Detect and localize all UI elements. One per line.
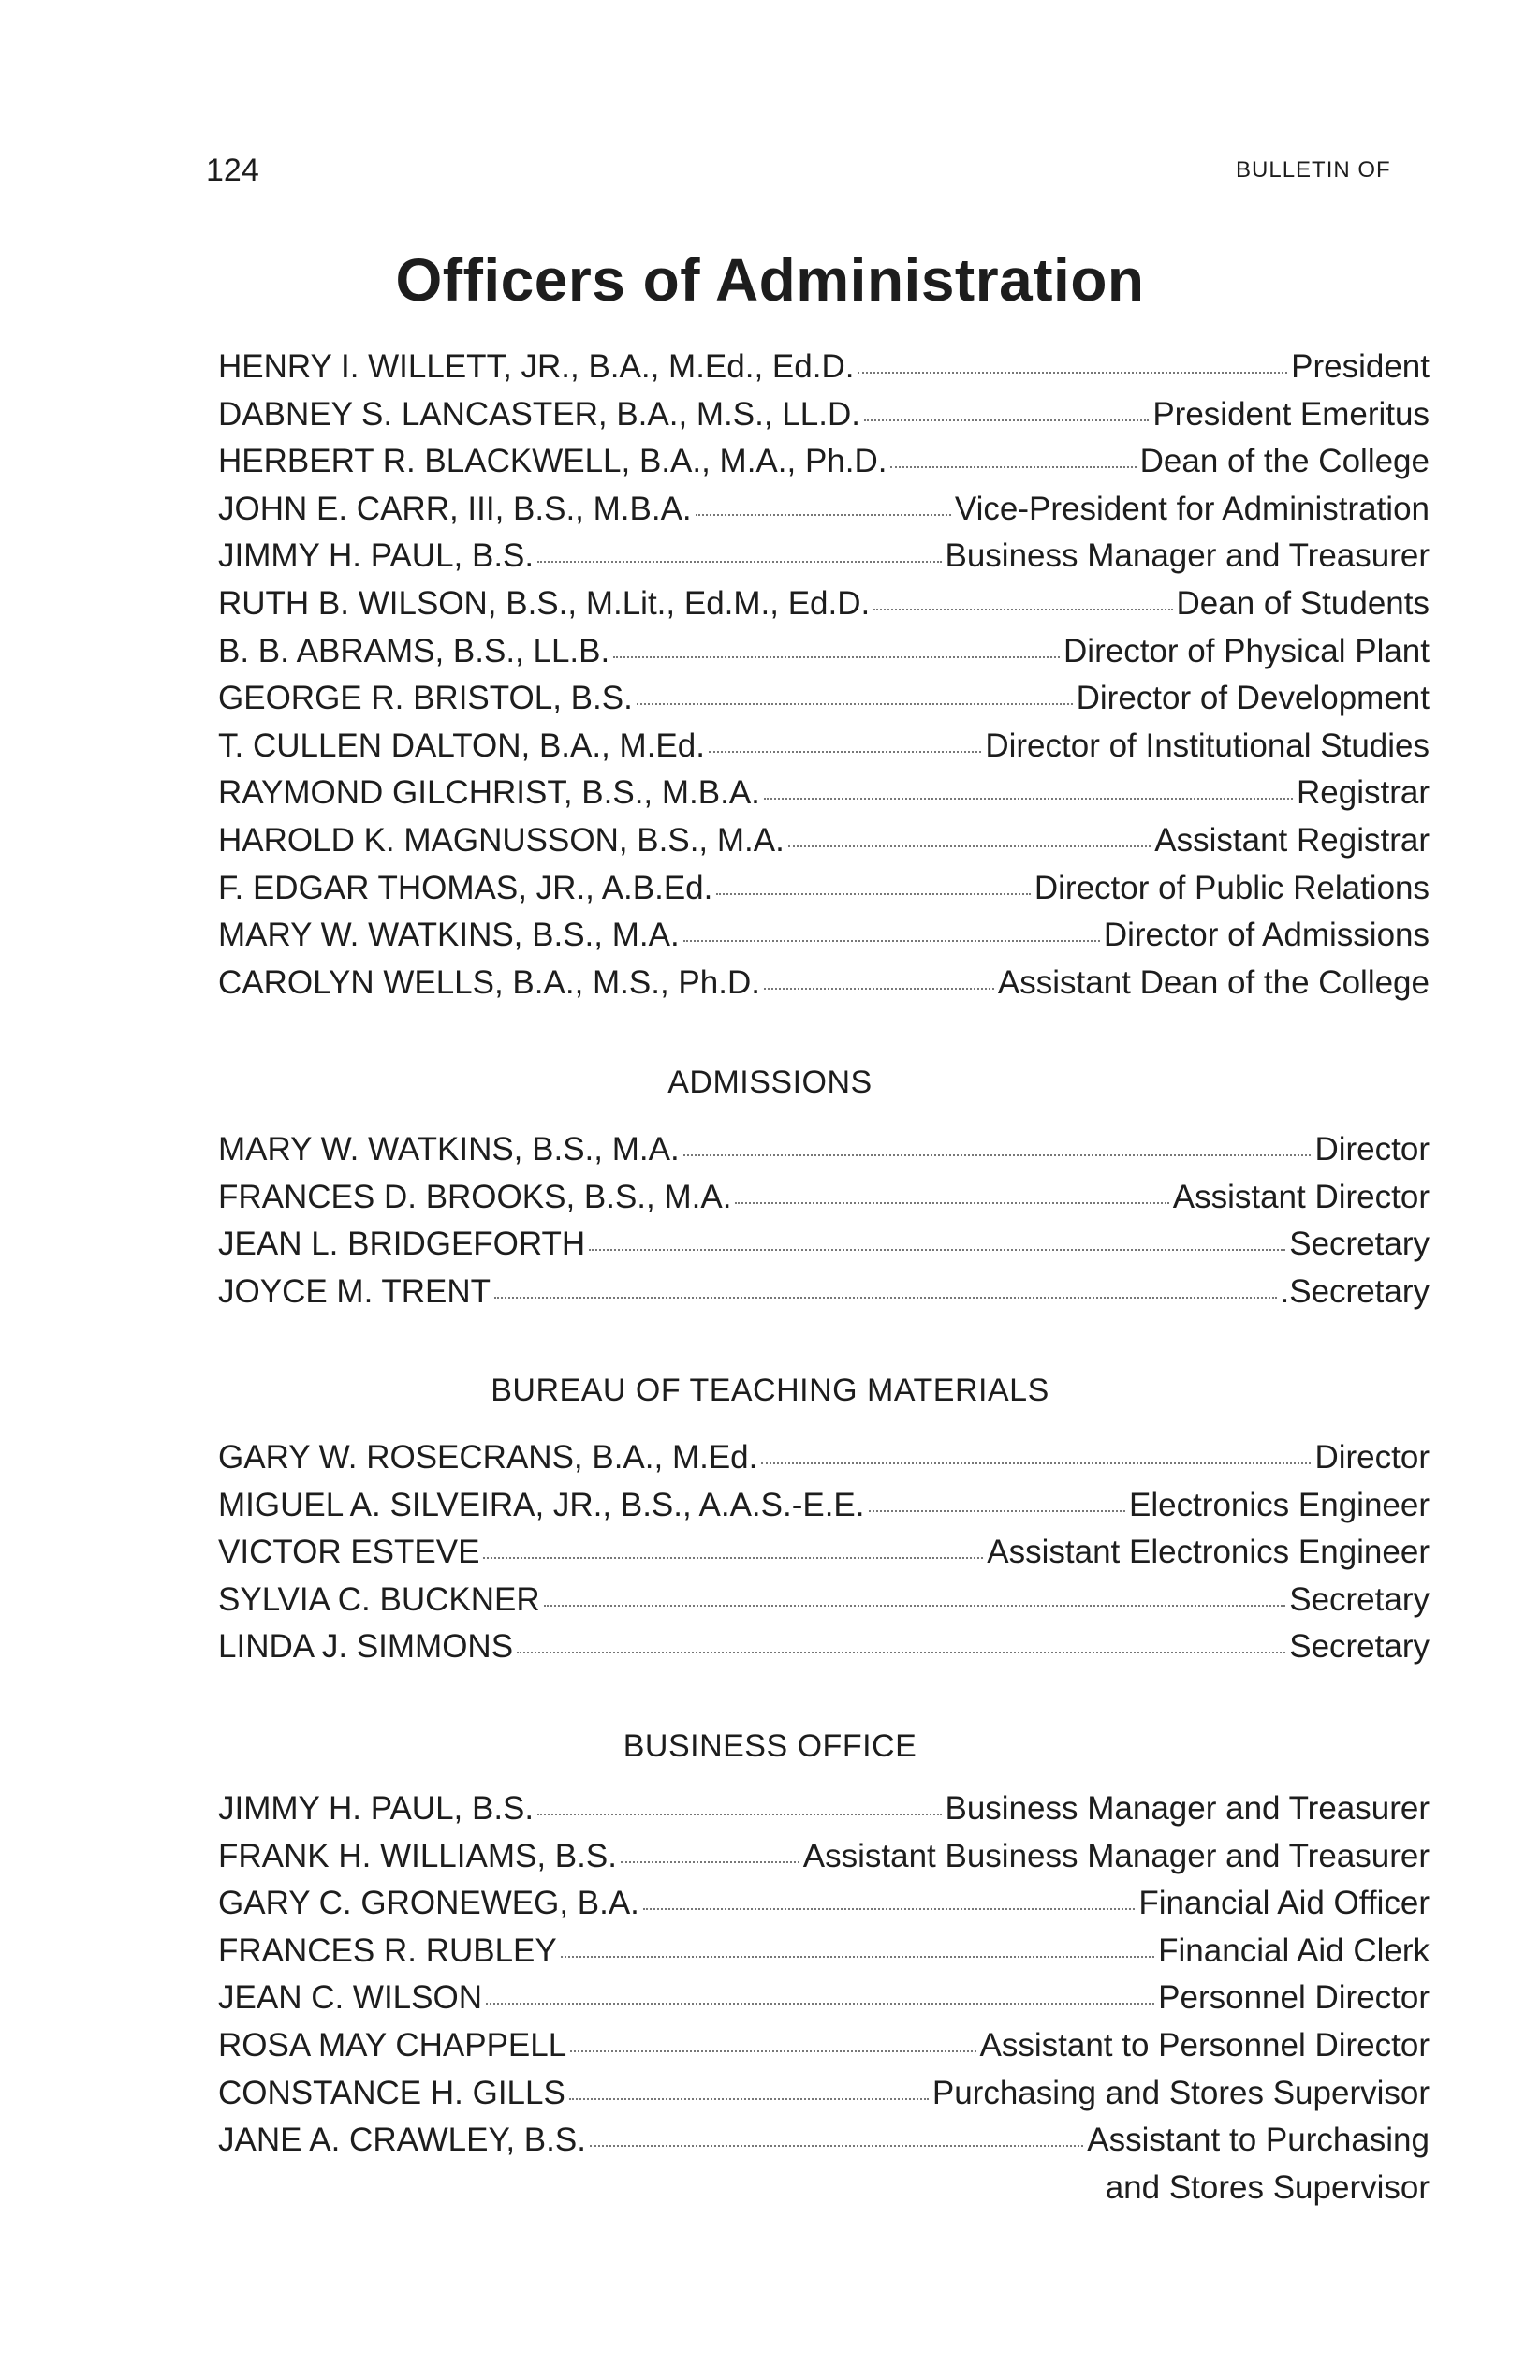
officer-role: Dean of Students [1176,584,1430,622]
officer-entry [218,917,1430,964]
dot-leader [643,1908,1135,1910]
officer-entry [218,774,1430,822]
officer-name: RAYMOND GILCHRIST, B.S., M.B.A. [218,774,760,812]
officer-name: HAROLD K. MAGNUSSON, B.S., M.A. [218,821,785,859]
officer-entry [218,870,1430,918]
staff-entry [218,1838,1430,1886]
staff-name: JEAN C. WILSON [218,1979,482,2017]
officer-role: Dean of the College [1139,443,1430,480]
staff-entry [218,1534,1430,1581]
officer-entry [218,348,1430,396]
staff-role: Secretary [1289,1580,1430,1618]
officer-entry [218,396,1430,444]
dot-leader [537,1814,941,1815]
officer-entry [218,491,1430,538]
staff-role: Purchasing and Stores Supervisor [931,2074,1430,2111]
staff-entry [218,1131,1430,1179]
dot-leader [683,1154,1312,1156]
staff-role: Secretary [1289,1226,1430,1263]
officer-name: JOHN E. CARR, III, B.S., M.B.A. [218,490,692,527]
dot-leader [517,1652,1285,1653]
staff-entry [218,1226,1430,1273]
staff-role: Assistant Director [1172,1178,1430,1215]
officer-role: Vice-President for Administration [954,490,1430,527]
staff-name: CONSTANCE H. GILLS [218,2074,565,2111]
staff-entry [218,2075,1430,2123]
staff-entry [218,1885,1430,1932]
dot-leader [858,372,1287,374]
officer-role: Assistant Registrar [1154,821,1430,859]
officer-name: DABNEY S. LANCASTER, B.A., M.S., LL.D. [218,395,860,433]
staff-role: Assistant to Purchasing [1087,2122,1430,2159]
staff-entry [218,1487,1430,1535]
staff-role: Electronics Engineer [1129,1486,1430,1523]
role-continuation: and Stores Supervisor [1105,2168,1430,2206]
officer-role: Director of Public Relations [1034,869,1430,906]
business-office-list [218,1790,1430,2216]
officer-entry [218,964,1430,1012]
staff-role: Assistant Electronics Engineer [987,1534,1430,1571]
dot-leader [483,1557,983,1559]
officer-entry [218,585,1430,633]
staff-entry [218,2027,1430,2075]
dot-leader [764,798,1293,800]
staff-entry [218,1932,1430,1980]
dot-leader [864,419,1149,421]
dot-leader [590,2145,1083,2147]
page-number: 124 [206,153,259,188]
officer-role: Business Manager and Treasurer [945,537,1430,575]
staff-role: Financial Aid Clerk [1158,1932,1430,1969]
staff-role: Director [1314,1439,1430,1476]
dot-leader [873,609,1172,610]
officer-name: GEORGE R. BRISTOL, B.S. [218,680,633,717]
dot-leader [621,1861,799,1863]
staff-name: FRANK H. WILLIAMS, B.S. [218,1837,617,1874]
officer-entry [218,443,1430,491]
officer-name: F. EDGAR THOMAS, JR., A.B.Ed. [218,869,713,906]
dot-leader [683,940,1100,942]
dot-leader [486,2003,1154,2005]
officer-entry [218,633,1430,681]
staff-name: JANE A. CRAWLEY, B.S. [218,2122,586,2159]
staff-role: Director [1314,1131,1430,1168]
officer-entry [218,822,1430,870]
page-title: Officers of Administration [395,246,1145,314]
officer-role: Director of Institutional Studies [985,727,1430,764]
staff-name: GARY W. ROSECRANS, B.A., M.Ed. [218,1439,758,1476]
officer-entry [218,537,1430,585]
staff-name: ROSA MAY CHAPPELL [218,2026,567,2064]
staff-name: SYLVIA C. BUCKNER [218,1580,540,1618]
dot-leader [761,1462,1311,1464]
staff-name: VICTOR ESTEVE [218,1534,480,1571]
dot-leader [709,751,981,753]
officer-role: President Emeritus [1152,395,1430,433]
admissions-list [218,1131,1430,1320]
dot-leader [570,2050,975,2052]
dot-leader [613,656,1060,658]
dot-leader [696,514,951,516]
dot-leader [788,845,1151,847]
officer-entry [218,680,1430,727]
staff-entry [218,1179,1430,1227]
staff-name: JIMMY H. PAUL, B.S. [218,1790,535,1827]
dot-leader [890,466,1136,468]
staff-name: LINDA J. SIMMONS [218,1628,514,1666]
officer-role: Director of Admissions [1103,917,1430,954]
officer-name: MARY W. WATKINS, B.S., M.A. [218,917,680,954]
dot-leader [716,893,1031,895]
staff-role: Financial Aid Officer [1138,1885,1430,1922]
staff-name: FRANCES D. BROOKS, B.S., M.A. [218,1178,732,1215]
officer-name: CAROLYN WELLS, B.A., M.S., Ph.D. [218,963,760,1001]
section-heading-bureau: BUREAU OF TEACHING MATERIALS [491,1373,1049,1408]
staff-role: Assistant Business Manager and Treasurer [802,1837,1430,1874]
staff-role: Personnel Director [1158,1979,1430,2017]
dot-leader [544,1605,1286,1607]
officer-name: HERBERT R. BLACKWELL, B.A., M.A., Ph.D. [218,443,887,480]
staff-name: MARY W. WATKINS, B.S., M.A. [218,1131,680,1168]
officer-role: Director of Development [1076,680,1430,717]
dot-leader [494,1297,1276,1299]
officer-name: HENRY I. WILLETT, JR., B.A., M.Ed., Ed.D. [218,348,855,385]
staff-role: Business Manager and Treasurer [945,1790,1430,1827]
staff-entry [218,2122,1430,2169]
running-head: BULLETIN OF [1236,157,1391,183]
staff-entry [218,1273,1430,1321]
staff-role: Secretary [1289,1628,1430,1666]
staff-entry [218,1439,1430,1487]
dot-leader [869,1510,1126,1512]
staff-name: MIGUEL A. SILVEIRA, JR., B.S., A.A.S.-E.E. [218,1486,865,1523]
staff-role: Assistant to Personnel Director [979,2026,1430,2064]
staff-name: JEAN L. BRIDGEFORTH [218,1226,586,1263]
section-heading-admissions: ADMISSIONS [667,1065,873,1100]
officer-role: President [1291,348,1430,385]
staff-entry [218,1628,1430,1676]
officer-role: Registrar [1297,774,1430,812]
officer-role: Assistant Dean of the College [997,963,1430,1001]
dot-leader [569,2098,929,2100]
officer-entry [218,727,1430,775]
officer-name: RUTH B. WILSON, B.S., M.Lit., Ed.M., Ed.D. [218,584,871,622]
bureau-list [218,1439,1430,1676]
officer-name: T. CULLEN DALTON, B.A., M.Ed. [218,727,705,764]
staff-name: GARY C. GRONEWEG, B.A. [218,1885,639,1922]
staff-role: .Secretary [1280,1272,1430,1310]
officers-list [218,348,1430,1011]
section-heading-business-office: BUSINESS OFFICE [623,1728,917,1764]
dot-leader [637,703,1073,705]
staff-name: FRANCES R. RUBLEY [218,1932,557,1969]
dot-leader [764,988,994,990]
staff-name: JOYCE M. TRENT [218,1272,491,1310]
staff-entry [218,1790,1430,1838]
dot-leader [561,1956,1154,1958]
dot-leader [589,1249,1285,1251]
staff-entry [218,1581,1430,1629]
officer-role: Director of Physical Plant [1063,632,1430,669]
dot-leader [735,1202,1168,1204]
officer-name: B. B. ABRAMS, B.S., LL.B. [218,632,610,669]
staff-entry [218,1979,1430,2027]
dot-leader [537,561,941,563]
officer-name: JIMMY H. PAUL, B.S. [218,537,535,575]
